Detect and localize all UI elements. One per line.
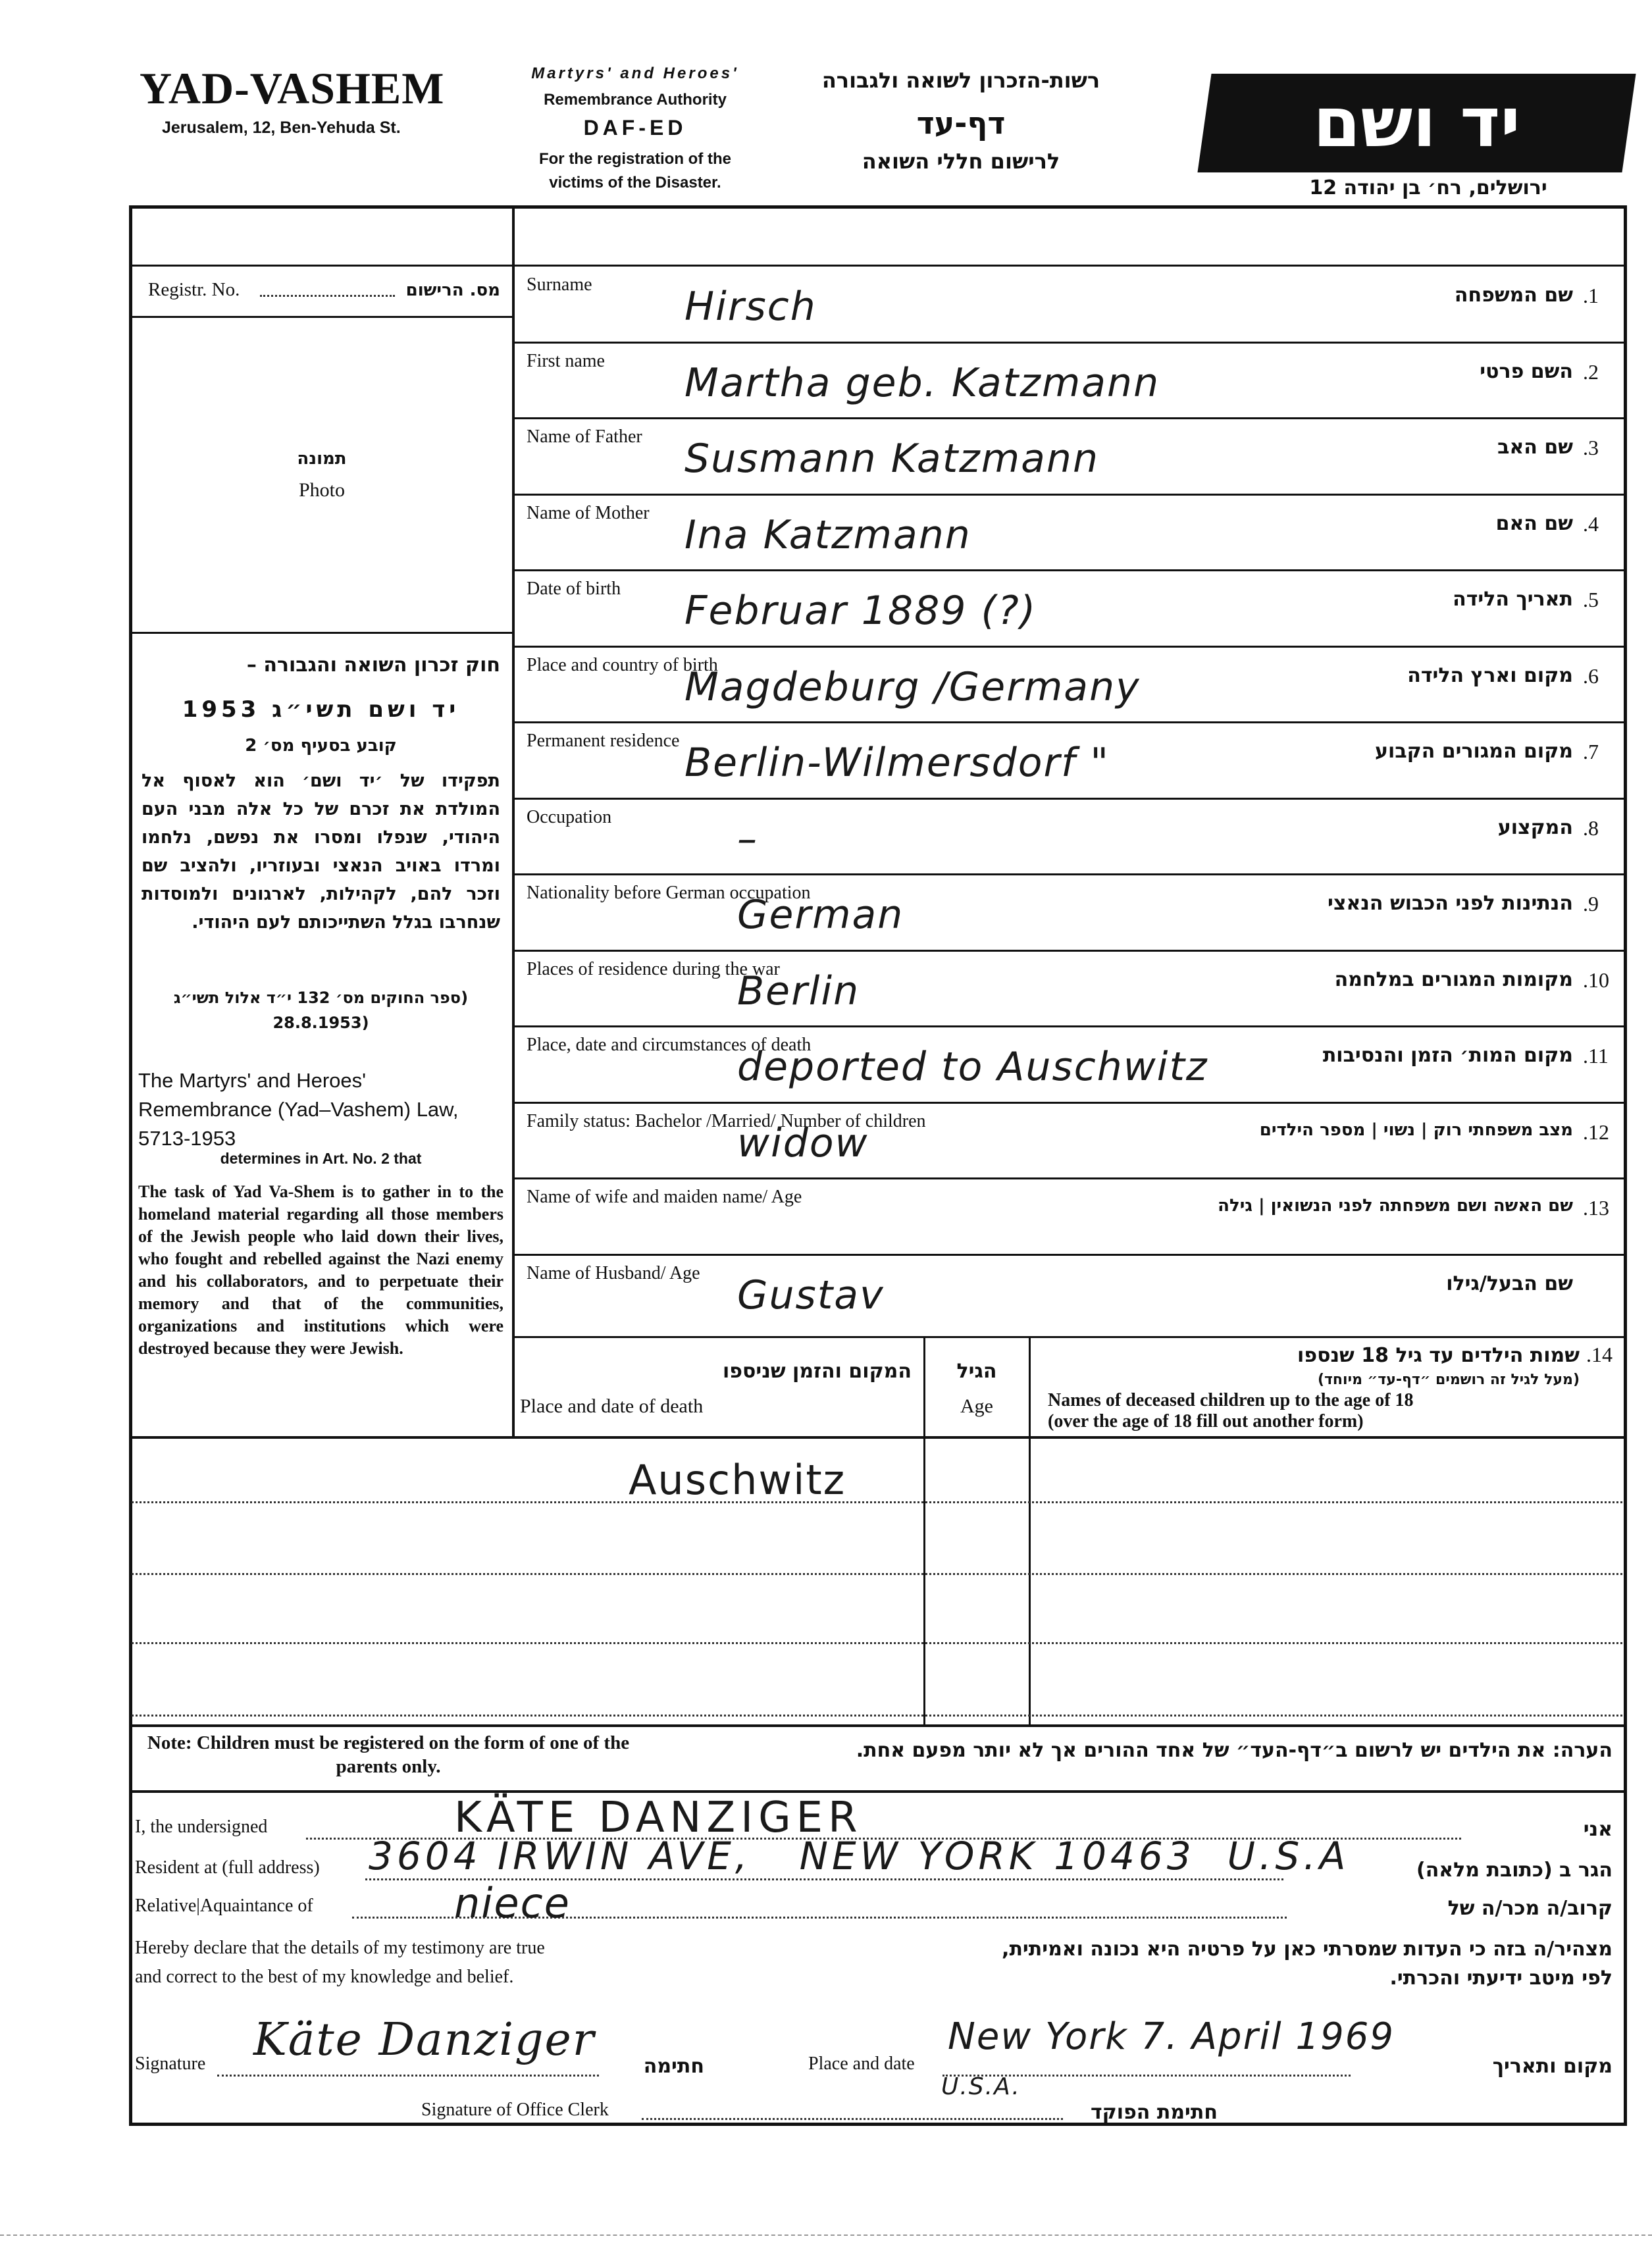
field-label-he: שם האב	[1497, 436, 1573, 459]
law-heb-date: (28.8.1953	[272, 1014, 369, 1032]
children-num: .14	[1586, 1343, 1613, 1366]
field-separator	[512, 1102, 1626, 1104]
children-en-title: Names of deceased children up to the age of 18	[1048, 1390, 1414, 1410]
authority-line2: Remembrance Authority	[544, 91, 727, 109]
field-label-en: Name of Husband/ Age	[527, 1263, 700, 1283]
children-he-note: (מעל לגיל זה רושמים ״דף-עד״ מיוחד)	[1317, 1372, 1580, 1388]
field-label-en: Place and country of birth	[527, 655, 718, 675]
field-number: .10	[1583, 968, 1609, 992]
children-he-title: שמות הילדים עד גיל 18 שנספו	[1297, 1344, 1580, 1367]
org-title: YAD-VASHEM	[140, 63, 445, 113]
field-separator	[512, 342, 1626, 344]
resident-label: Resident at (full address)	[135, 1857, 320, 1878]
law-en-body: The task of Yad Va-Shem is to gather in to the homeland material regarding all those members of the Jewish people who laid down their lives, who fought and rebelled against the Nazi enemy and his collaborators, and to perpetuate their memory and that of the communities, organizations and institutions which were destroyed because they were Jewish.	[138, 1182, 503, 1358]
field-label-en: Place, date and circumstances of death	[527, 1035, 812, 1055]
children-col-age-left	[923, 1336, 925, 1726]
field-separator	[512, 1254, 1626, 1256]
resident-he: הגר ב (כתובת מלאה)	[1416, 1859, 1613, 1882]
field-value[interactable]: Berlin	[737, 968, 860, 1014]
children-row-line[interactable]	[132, 1715, 1622, 1717]
undersigned-value: KÄTE DANZIGER	[454, 1794, 863, 1842]
undersigned-label: I, the undersigned	[135, 1817, 268, 1837]
resident-value: 3604 IRWIN AVE, NEW YORK 10463 U.S.A	[369, 1834, 1350, 1878]
declare-en-1: Hereby declare that the details of my testimony are true	[135, 1938, 545, 1958]
field-label-he: שם הבעל/גילו	[1446, 1272, 1573, 1295]
note-bottom-line	[129, 1790, 1627, 1793]
field-separator	[512, 494, 1626, 496]
field-number: .5	[1583, 588, 1599, 611]
field-label-he: המקצוע	[1497, 816, 1573, 839]
field-value[interactable]: Magdeburg /Germany	[684, 664, 1141, 710]
logo-text: יד ושם	[1313, 82, 1520, 163]
field-label-en: Date of birth	[527, 579, 621, 599]
children-row-line[interactable]	[132, 1573, 1622, 1575]
law-heb-title: חוק זכרון השואה והגבורה –	[246, 654, 500, 677]
registr-label: Registr. No.	[148, 279, 240, 300]
field-separator	[512, 646, 1626, 648]
relative-label: Relative|Aquaintance of	[135, 1896, 313, 1916]
field-separator	[512, 1177, 1626, 1179]
note-en: Note: Children must be registered on the form of one of the parents only.	[147, 1732, 630, 1777]
field-number: .8	[1583, 816, 1599, 840]
field-label-en: First name	[527, 351, 605, 371]
column-divider	[512, 205, 515, 1436]
field-number: .2	[1583, 360, 1599, 384]
field-label-he: הנתינות לפני הכבוש הנאצי	[1328, 892, 1573, 915]
field-value[interactable]: Gustav	[737, 1272, 885, 1318]
field-number: .6	[1583, 664, 1599, 688]
children-en-note: (over the age of 18 fill out another form)	[1048, 1411, 1364, 1432]
heb-authority: רשות-הזכרון לשואה ולגבורה	[821, 68, 1100, 93]
field-separator	[512, 1025, 1626, 1027]
field-value[interactable]: –	[737, 816, 758, 862]
children-place-en: Place and date of death	[520, 1395, 704, 1417]
purpose-line2: victims of the Disaster.	[549, 174, 721, 192]
note-he: הערה: את הילדים יש לרשום ב״דף-העד״ של אחד ההורים אך לא יותר מפעם אחת.	[856, 1739, 1613, 1762]
field-number: .13	[1583, 1196, 1609, 1220]
field-value[interactable]: Februar 1889 (?)	[684, 588, 1037, 634]
field-label-he: שם האם	[1495, 512, 1573, 535]
top-band-line	[129, 265, 1627, 267]
child-place[interactable]: Auschwitz	[629, 1456, 846, 1504]
photo-heb: תמונה	[297, 449, 347, 469]
registr-heb: מס. הרישום	[405, 280, 500, 300]
field-number: .12	[1583, 1120, 1609, 1144]
field-label-en: Occupation	[527, 807, 612, 827]
field-label-he: השם פרטי	[1480, 360, 1573, 383]
declare-en-2: and correct to the best of my knowledge and belief.	[135, 1967, 514, 1987]
relative-he: קרוב/ה מכר/ה של	[1447, 1897, 1613, 1920]
frame-bottom	[129, 2123, 1627, 2126]
field-number: .4	[1583, 512, 1599, 536]
clerk-label: Signature of Office Clerk	[421, 2100, 609, 2120]
declare-he-2: לפי מיטב ידיעתי והכרתי.	[1389, 1967, 1613, 1990]
law-heb-sub: קובע בסעיף מס׳ 2	[245, 736, 397, 756]
field-label-en: Nationality before German occupation	[527, 883, 811, 903]
law-en-title: The Martyrs' and Heroes' Remembrance (Yad–Vashem) Law, 5713-1953	[138, 1069, 459, 1150]
field-value[interactable]: Hirsch	[684, 284, 817, 330]
field-number: .9	[1583, 892, 1599, 916]
place-date-he: מקום ותאריך	[1492, 2055, 1613, 2078]
relative-value: niece	[454, 1879, 571, 1927]
field-number: .7	[1583, 740, 1599, 763]
field-label-he: מקום המגורים הקבוע	[1375, 740, 1573, 763]
children-row-line[interactable]	[132, 1642, 1622, 1644]
children-top-line	[512, 1336, 1626, 1338]
field-label-en: Name of Mother	[527, 503, 650, 523]
law-heb-body: תפקידו של ׳יד ושם׳ הוא לאסוף אל המולדת את זכרם של כל אלה מבני העם היהודי, שנפלו ומסרו את נפשם, נלחמו ומרדו באויב הנאצי ובעוזריו, ולהציב שם וזכר להם, לקהילות, לארגונים ולמוסדות שנחרבו בגלל השתייכותם לעם היהודי.	[142, 771, 500, 933]
field-label-en: Places of residence during the war	[527, 959, 780, 979]
field-separator	[512, 417, 1626, 419]
heb-form-name: דף-עד	[916, 105, 1006, 141]
law-heb-ref: (ספר החוקים מס׳ 132 י״ד אלול תשי״ג	[173, 989, 469, 1007]
field-label-he: שם המשפחה	[1454, 284, 1573, 307]
clerk-line[interactable]	[642, 2118, 1063, 2120]
field-number: .1	[1583, 284, 1599, 307]
registr-underline	[129, 316, 513, 318]
field-separator	[512, 798, 1626, 800]
registr-field[interactable]	[260, 295, 395, 297]
place-date-value: New York 7. April 1969	[948, 2015, 1395, 2058]
scan-edge-mark	[0, 2234, 1652, 2238]
left-photo-box-bottom	[129, 632, 513, 634]
field-value[interactable]: Ina Katzmann	[684, 512, 971, 558]
authority-line1: Martyrs' and Heroes'	[531, 65, 739, 82]
law-en-sub: determines in Art. No. 2 that	[220, 1150, 422, 1167]
place-date-value2: U.S.A.	[941, 2073, 1021, 2100]
clerk-he: חתימת הפוקד	[1091, 2101, 1218, 2124]
signature-value: Käte Danziger	[253, 2014, 596, 2066]
field-label-he: תאריך הלידה	[1453, 588, 1573, 611]
field-value[interactable]: Susmann Katzmann	[684, 436, 1099, 482]
field-label-he: שם האשה ושם משפחתה לפני הנשואין | גילה	[1218, 1196, 1573, 1216]
purpose-line1: For the registration of the	[538, 150, 731, 168]
declare-he-1: מצהיר/ה בזה כי העדות שמסרתי כאן על פרטיה היא נכונה ואמיתית,	[1002, 1938, 1613, 1961]
field-value[interactable]: deported to Auschwitz	[737, 1044, 1208, 1090]
field-value[interactable]: Martha geb. Katzmann	[684, 360, 1160, 406]
field-number: .3	[1583, 436, 1599, 459]
field-value[interactable]: Berlin-Wilmersdorf "	[684, 740, 1110, 786]
field-separator	[512, 950, 1626, 952]
field-label-en: Name of wife and maiden name/ Age	[527, 1187, 802, 1207]
field-label-he: מקום המות׳ הזמן והנסיבות	[1322, 1044, 1573, 1067]
children-age-he: הגיל	[956, 1360, 997, 1383]
photo-label: Photo	[298, 479, 346, 501]
children-header-bottom	[129, 1436, 1627, 1439]
note-top-line	[129, 1724, 1627, 1727]
form-name: DAF-ED	[583, 116, 687, 140]
field-label-en: Family status: Bachelor /Married/ Number of children	[527, 1111, 926, 1131]
children-row-line[interactable]	[132, 1501, 1622, 1503]
field-separator	[512, 721, 1626, 723]
field-separator	[512, 873, 1626, 875]
field-label-en: Surname	[527, 274, 592, 295]
field-label-he: מקומות המגורים במלחמה	[1334, 968, 1573, 991]
field-number: .11	[1583, 1044, 1609, 1068]
undersigned-he: אני	[1583, 1818, 1613, 1841]
field-value[interactable]: German	[737, 892, 904, 938]
signature-line[interactable]	[217, 2075, 599, 2077]
field-separator	[512, 569, 1626, 571]
law-heb-name: יד ושם תשי״ג 1953	[182, 696, 460, 723]
children-col-age-right	[1029, 1336, 1031, 1726]
children-age-en: Age	[960, 1395, 993, 1417]
org-address: Jerusalem, 12, Ben-Yehuda St.	[162, 118, 401, 137]
field-label-he: מקום וארץ הלידה	[1407, 664, 1573, 687]
field-value[interactable]: widow	[737, 1120, 869, 1166]
heb-purpose: לרישום חללי השואה	[862, 149, 1060, 174]
field-label-en: Permanent residence	[527, 731, 680, 751]
frame-top	[129, 205, 1627, 209]
place-date-label: Place and date	[808, 2053, 915, 2074]
field-label-he: מצב משפחתי רוק | נשוי | מספר הילדים	[1259, 1120, 1573, 1140]
signature-label: Signature	[135, 2053, 206, 2074]
signature-he: חתימה	[643, 2055, 704, 2078]
field-label-en: Name of Father	[527, 426, 642, 447]
heb-address: ירושלים, רח׳ בן יהודה 12	[1309, 176, 1547, 199]
children-place-he: המקום והזמן שניספו	[722, 1360, 912, 1383]
